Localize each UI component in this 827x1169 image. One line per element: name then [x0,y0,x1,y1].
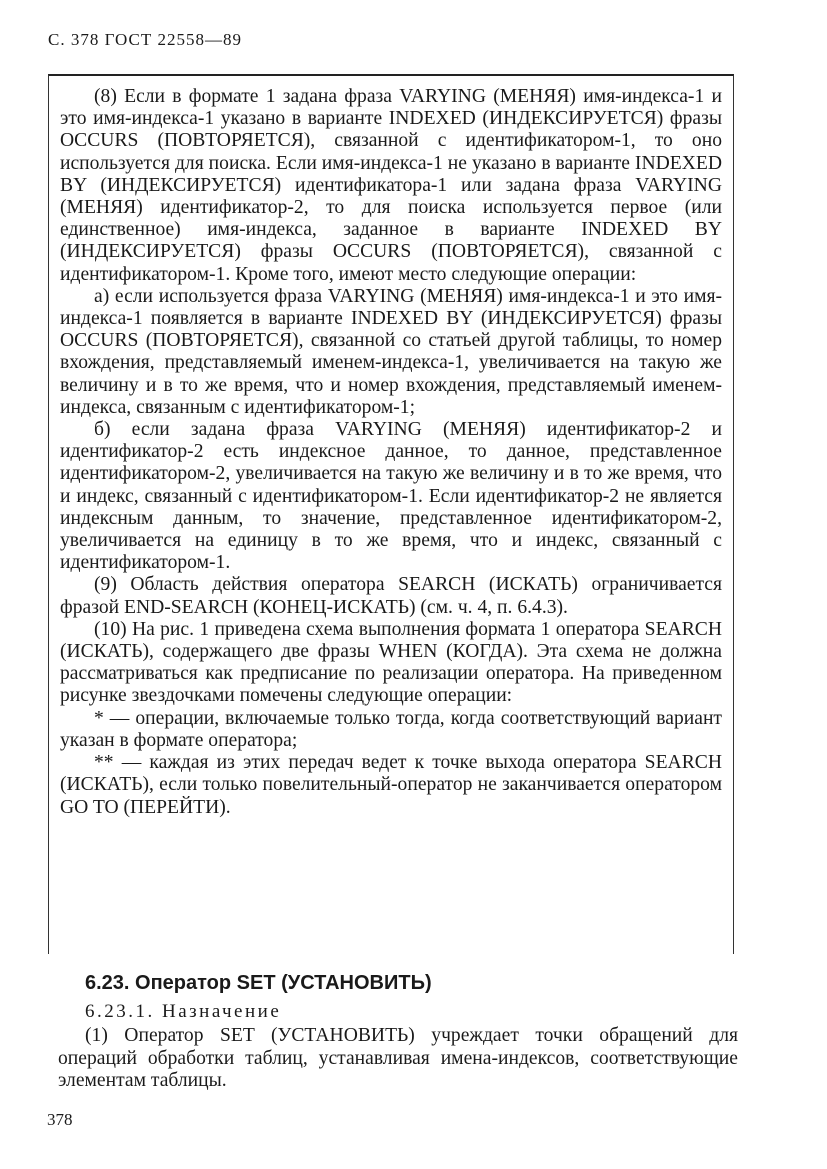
subsection-title: 6.23.1. Назначение [85,1001,282,1022]
paragraph-8: (8) Если в формате 1 задана фраза VARYING (МЕНЯЯ) имя-индекса-1 и это имя-индекса-1 указано в варианте INDEXED (ИНДЕКСИРУЕТСЯ) фразы OCCURS (ПОВТОРЯЕТСЯ), связанной с идентификатором-1, то оно используется для поиска. Если имя-индекса-1 не указано в варианте INDEXED BY (ИНДЕКСИРУЕТСЯ) идентификатора-1 или задана фраза VARYING (МЕНЯЯ) идентификатор-2, то для поиска используется первое (или единственное) имя-индекса, заданное в варианте INDEXED BY (ИНДЕКСИРУЕТСЯ) фразы OCCURS (ПОВТОРЯЕТСЯ), связанной с идентификатором-1. Кроме того, имеют место следующие операции: [60,86,722,285]
paragraph-8a: а) если используется фраза VARYING (МЕНЯЯ) имя-индекса-1 и это имя-индекса-1 появляется в варианте INDEXED BY (ИНДЕКСИРУЕТСЯ) фразы OCCURS (ПОВТОРЯЕТСЯ), связанной со статьей другой таблицы, то номер вхождения, представляемый именем-индекса-1, увеличивается на такую же величину и в то же время, что и номер вхождения, представляемый именем-индекса, связанным с идентификатором-1; [60,285,722,418]
note-single-star: * — операции, включаемые только тогда, когда соответствующий вариант указан в формате оператора; [60,707,722,751]
section-6-23 [58,972,738,1093]
section-body: (1) Оператор SET (УСТАНОВИТЬ) учреждает точки обращений для операций обработки таблиц, устанавливая имена-индексов, соответствующие элементам таблицы. [58,1025,738,1091]
page-header: С. 378 ГОСТ 22558—89 [48,30,242,49]
paragraph-9: (9) Область действия оператора SEARCH (ИСКАТЬ) ограничивается фразой END-SEARCH (КОНЕЦ-ИСКАТЬ) (см. ч. 4, п. 6.4.3). [60,574,722,618]
framed-text [60,86,722,819]
paragraph-10: (10) На рис. 1 приведена схема выполнения формата 1 оператора SEARCH (ИСКАТЬ), содержащего две фразы WHEN (КОГДА). Эта схема не должна рассматриваться как предписание по реализации оператора. На приведенном рисунке звездочками помечены следующие операции: [60,618,722,707]
note-double-star: ** — каждая из этих передач ведет к точке выхода оператора SEARCH (ИСКАТЬ), если только повелительный-оператор не заканчивается оператором GO TO (ПЕРЕЙТИ). [60,752,722,818]
paragraph-8b: б) если задана фраза VARYING (МЕНЯЯ) идентификатор-2 и идентификатор-2 есть индексное данное, то данное, представленное идентификатором-2, увеличивается на такую же величину и в то же время, что и индекс, связанный с идентификатором-1. Если идентификатор-2 не является индексным данным, то значение, представленное идентификатором-2, увеличивается на единицу в то же время, что и индекс, связанный с идентификатором-1. [60,419,722,574]
section-title: 6.23. Оператор SET (УСТАНОВИТЬ) [85,972,432,994]
page-number: 378 [47,1110,73,1129]
